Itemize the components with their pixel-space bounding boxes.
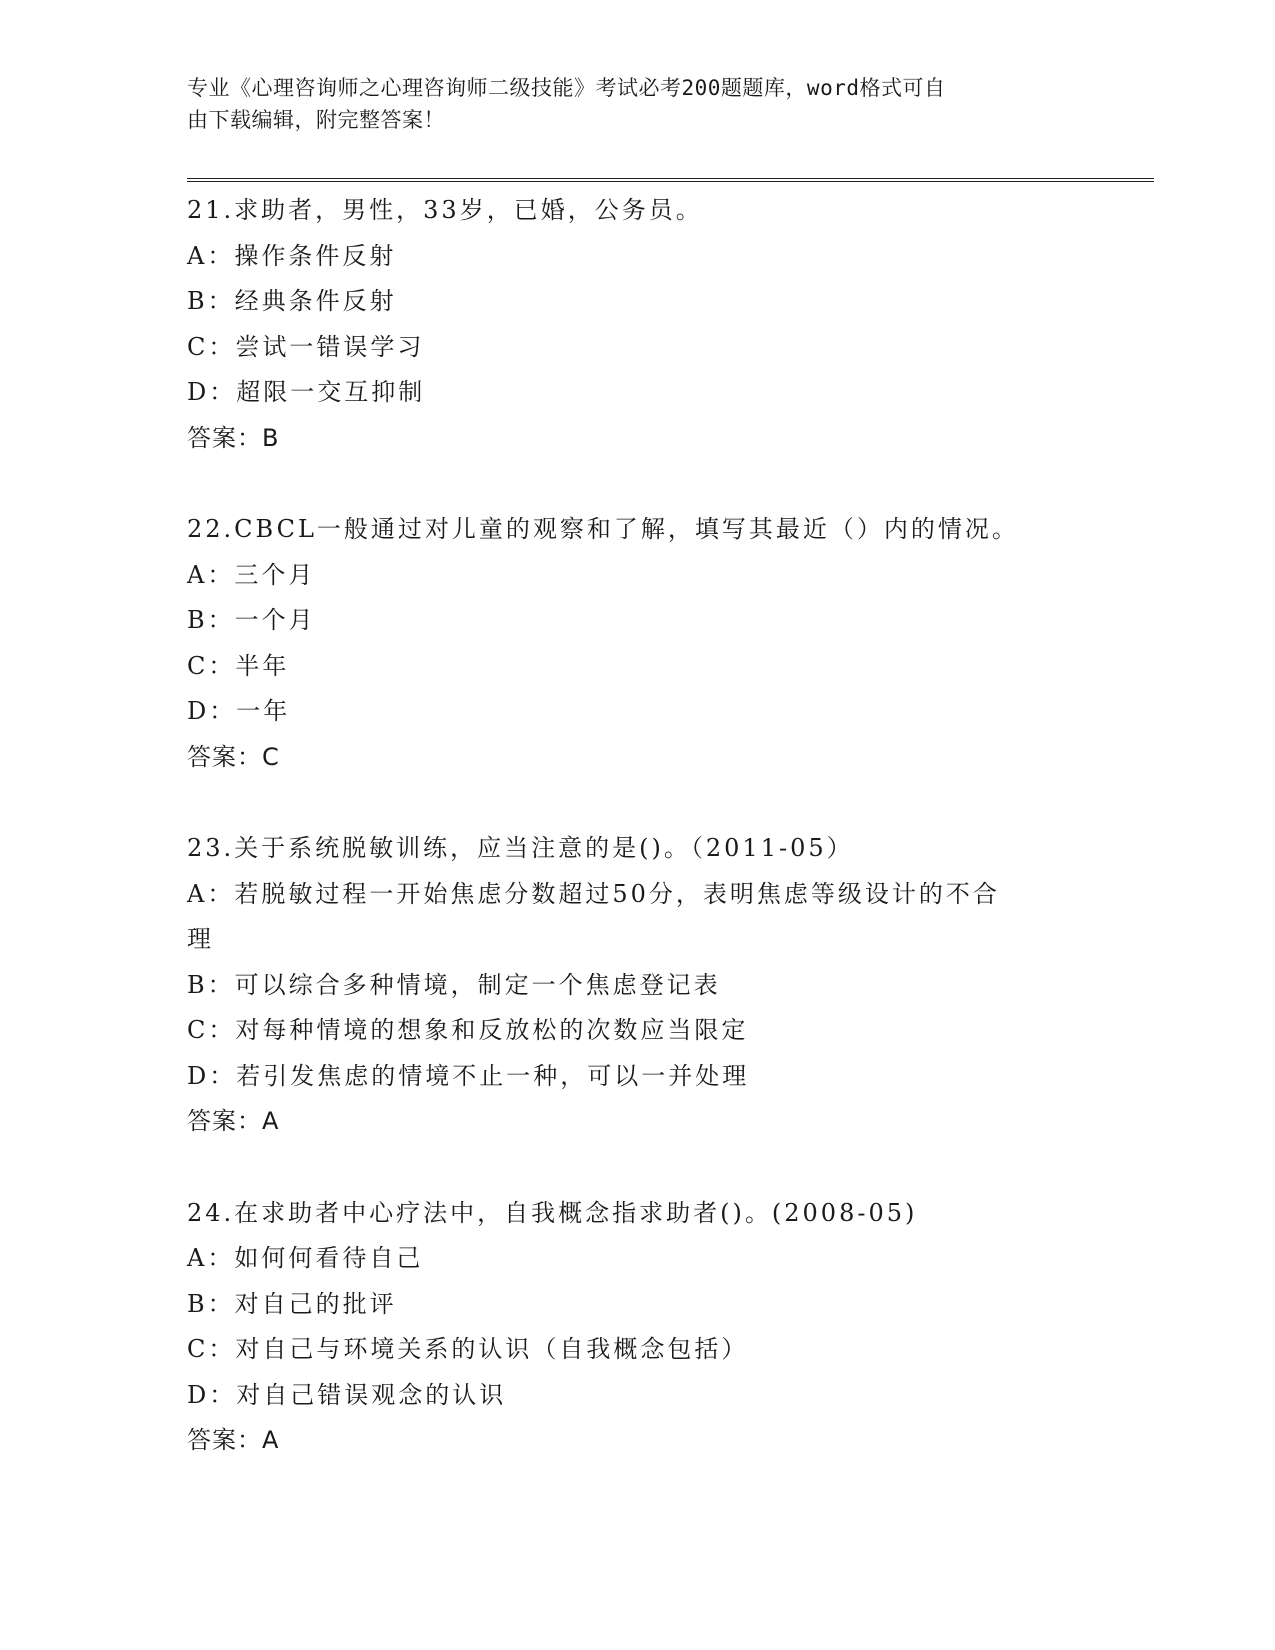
option-a: A：若脱敏过程一开始焦虑分数超过50分，表明焦虑等级设计的不合 xyxy=(187,879,1000,908)
option-d: D：若引发焦虑的情境不止一种，可以一并处理 xyxy=(187,1061,750,1090)
question-list xyxy=(187,188,1087,1510)
option-a-continued: 理 xyxy=(187,925,214,953)
option-c: C：对自己与环境关系的认识（自我概念包括） xyxy=(187,1335,749,1363)
question-stem: 24.在求助者中心疗法中，自我概念指求助者()。(2008-05) xyxy=(187,1198,918,1227)
answer-label: 答案：C xyxy=(187,742,280,771)
header-double-rule xyxy=(187,178,1154,182)
document-header xyxy=(187,72,1067,136)
option-c: C：对每种情境的想象和反放松的次数应当限定 xyxy=(187,1016,749,1044)
answer-label: 答案：A xyxy=(187,1426,280,1454)
answer-label: 答案：B xyxy=(187,423,280,452)
option-a: A：如何何看待自己 xyxy=(187,1244,424,1272)
option-a: A：三个月 xyxy=(187,560,316,589)
option-b: B：一个月 xyxy=(187,606,316,634)
option-b: B：可以综合多种情境，制定一个焦虑登记表 xyxy=(187,970,721,999)
question-21 xyxy=(187,188,1087,461)
question-stem: 22.CBCL一般通过对儿童的观察和了解，填写其最近（）内的情况。 xyxy=(187,515,1019,543)
option-a: A：操作条件反射 xyxy=(187,241,397,270)
question-stem: 21.求助者，男性，33岁，已婚，公务员。 xyxy=(187,196,703,224)
option-b: B：对自己的批评 xyxy=(187,1289,397,1318)
header-line-2: 由下载编辑，附完整答案！ xyxy=(187,108,445,132)
option-d: D：对自己错误观念的认识 xyxy=(187,1380,507,1409)
question-24 xyxy=(187,1191,1087,1464)
option-b: B：经典条件反射 xyxy=(187,287,397,315)
answer-label: 答案：A xyxy=(187,1107,280,1135)
option-c: C：半年 xyxy=(187,651,290,680)
question-22 xyxy=(187,507,1087,780)
option-d: D：超限一交互抑制 xyxy=(187,378,426,406)
option-c: C：尝试一错误学习 xyxy=(187,332,425,361)
question-23 xyxy=(187,826,1087,1145)
header-line-1: 专业《心理咨询师之心理咨询师二级技能》考试必考200题题库，word格式可自 xyxy=(187,76,946,100)
option-d: D：一年 xyxy=(187,697,291,725)
question-stem: 23.关于系统脱敏训练，应当注意的是()。（2011-05） xyxy=(187,834,854,862)
